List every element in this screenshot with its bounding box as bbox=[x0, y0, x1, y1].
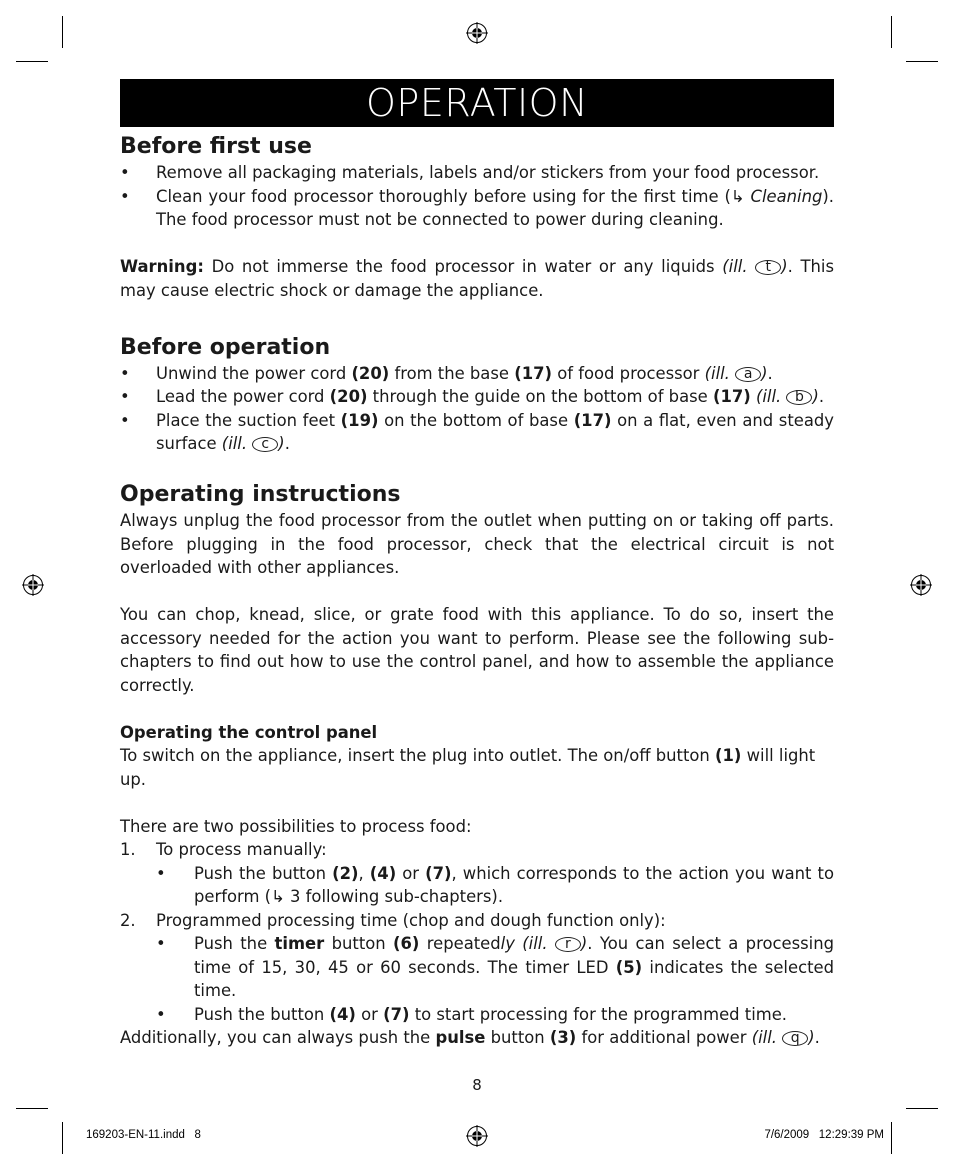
numbered-item bbox=[120, 909, 834, 933]
list-item-text: Lead the power cord (20) through the guide on the bottom of base (17) (ill. b ). bbox=[156, 387, 825, 406]
warning-label: Warning: bbox=[120, 257, 204, 276]
paragraph: There are two possibilities to process food: bbox=[120, 816, 472, 836]
crop-mark bbox=[891, 16, 892, 48]
crop-mark bbox=[906, 1108, 938, 1109]
registration-mark-icon bbox=[466, 1125, 488, 1147]
illustration-ref-icon: c bbox=[252, 437, 278, 452]
item-number: 1. bbox=[120, 840, 136, 859]
warning-paragraph: Warning: Do not immerse the food processor in water or any liquids (ill. t ). This may cause electric shock or damage the appliance. bbox=[120, 257, 835, 300]
sub-list-item bbox=[120, 1003, 834, 1027]
list-item-text: Push the button (2), (4) or (7), which corresponds to the action you want to perform (↳ 3 following sub-chapters). bbox=[194, 863, 834, 906]
item-number: 2. bbox=[120, 910, 136, 930]
list-item-text: Push the button (4) or (7) to start processing for the programmed time. bbox=[194, 1004, 788, 1024]
list-item-text: Clean your food processor thoroughly before using for the first time (↳ Cleaning). The food processor must not be connected to power during cleaning. bbox=[156, 186, 834, 229]
cross-reference-arrow-icon: ↳ bbox=[271, 887, 285, 906]
footer-file-info: 169203-EN-11.indd 8 bbox=[86, 1129, 201, 1141]
illustration-ref-icon: r bbox=[555, 937, 581, 952]
illustration-ref-icon: b bbox=[786, 390, 812, 405]
section-heading-operating-instructions: Operating instructions bbox=[120, 482, 401, 507]
bullet: • bbox=[120, 410, 130, 430]
list-item bbox=[120, 409, 834, 456]
paragraph: Always unplug the food processor from the outlet when putting on or taking off parts. Before plugging in the food processor, check that the electrical circuit is not overloaded with other appliances. bbox=[120, 511, 834, 577]
bullet: • bbox=[120, 163, 130, 182]
list-item bbox=[120, 185, 834, 232]
list-item-text: Unwind the power cord (20) from the base (17) of food processor (ill. a ). bbox=[156, 363, 773, 383]
subsection-heading-control-panel: Operating the control panel bbox=[120, 722, 378, 742]
cross-reference-link: Cleaning bbox=[750, 186, 823, 206]
cross-reference-arrow-icon: ↳ bbox=[730, 186, 745, 206]
main-content bbox=[120, 133, 834, 1050]
sub-list-item bbox=[120, 862, 834, 909]
bullet: • bbox=[120, 186, 130, 206]
crop-mark bbox=[62, 1122, 63, 1154]
page-number: 8 bbox=[472, 1076, 482, 1094]
page-title: OPERATION bbox=[366, 81, 588, 125]
paragraph: To switch on the appliance, insert the plug into outlet. The on/off button (1) will light up. bbox=[120, 746, 816, 789]
paragraph: You can chop, knead, slice, or grate food with this appliance. To do so, insert the accessory needed for the action you want to perform. Please see the following sub-chapters to find out how to use the control panel, and how to assemble the appliance correctly. bbox=[120, 605, 834, 695]
illustration-ref-icon: a bbox=[735, 367, 761, 382]
list-item bbox=[120, 161, 834, 185]
title-banner bbox=[120, 79, 834, 127]
bullet: • bbox=[120, 363, 130, 383]
registration-mark-icon bbox=[910, 574, 932, 596]
paragraph: Additionally, you can always push the pulse button (3) for additional power (ill. q ). bbox=[120, 1028, 820, 1047]
list-item-text: Remove all packaging materials, labels and/or stickers from your food processor. bbox=[156, 163, 820, 182]
list-item bbox=[120, 362, 834, 386]
bullet: • bbox=[156, 863, 166, 883]
crop-mark bbox=[16, 61, 48, 62]
sub-list-item bbox=[120, 932, 834, 1003]
list-item-text: Push the timer button (6) repeatedly (ill. r ). You can select a processing time of 15, 30, 45 or 60 seconds. The timer LED (5) indicates the selected time. bbox=[194, 934, 835, 1000]
illustration-ref-icon: q bbox=[782, 1031, 808, 1046]
crop-mark bbox=[906, 61, 938, 62]
bullet: • bbox=[120, 387, 130, 406]
crop-mark bbox=[891, 1122, 892, 1154]
list-item-text: To process manually: bbox=[156, 840, 327, 859]
list-item-text: Place the suction feet (19) on the bottom of base (17) on a flat, even and steady surface (ill. c ). bbox=[156, 410, 834, 453]
registration-mark-icon bbox=[22, 574, 44, 596]
crop-mark bbox=[62, 16, 63, 48]
footer-timestamp: 7/6/2009 12:29:39 PM bbox=[764, 1129, 884, 1141]
bullet: • bbox=[156, 1004, 166, 1024]
numbered-item bbox=[120, 838, 834, 862]
section-heading-before-first-use: Before first use bbox=[120, 134, 312, 159]
list-item bbox=[120, 385, 834, 409]
registration-mark-icon bbox=[466, 22, 488, 44]
bullet: • bbox=[156, 934, 166, 953]
illustration-ref-icon: t bbox=[755, 260, 781, 275]
list-item-text: Programmed processing time (chop and dough function only): bbox=[156, 910, 666, 930]
crop-mark bbox=[16, 1108, 48, 1109]
section-heading-before-operation: Before operation bbox=[120, 334, 331, 360]
